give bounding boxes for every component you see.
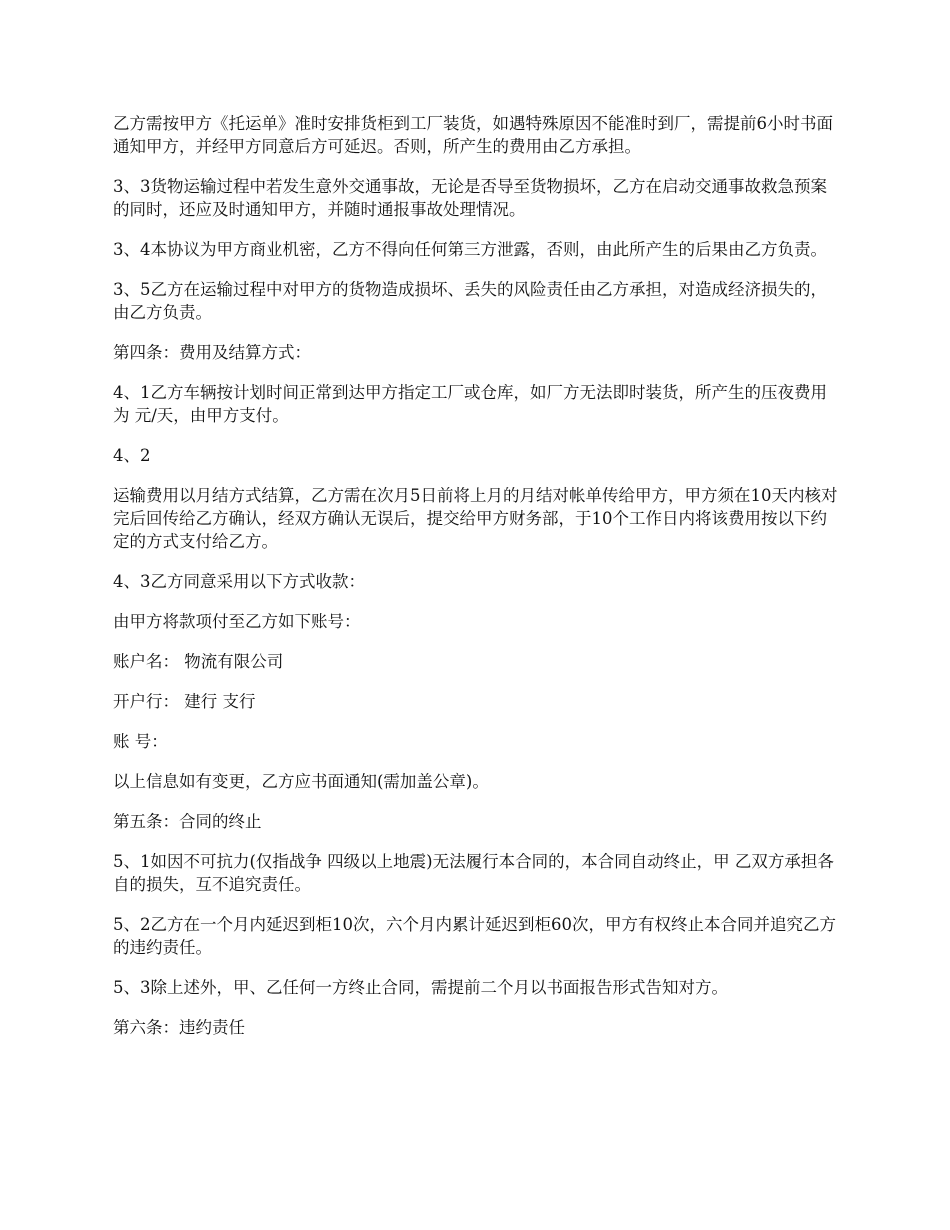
paragraph-3-3: 3、3货物运输过程中若发生意外交通事故，无论是否导至货物损坏，乙方在启动交通事故救急预案的同时，还应及时通知甲方，并随时通报事故处理情况。 xyxy=(113,177,827,219)
paragraph-4-1: 4、1乙方车辆按计划时间正常到达甲方指定工厂或仓库，如厂方无法即时装货，所产生的压夜费用为 元/天，由甲方支付。 xyxy=(113,383,827,425)
section-heading-4: 第四条：费用及结算方式： xyxy=(113,343,311,362)
account-name-line: 账户名： 物流有限公司 xyxy=(113,652,284,671)
paragraph-account-intro: 由甲方将款项付至乙方如下账号： xyxy=(113,612,361,631)
paragraph-settlement: 运输费用以月结方式结算，乙方需在次月5日前将上月的月结对帐单传给甲方，甲方须在10天内核对完后回传给乙方确认，经双方确认无误后，提交给甲方财务部，于10个工作日内将该费用按以下约定的方式支付给乙方。 xyxy=(113,486,838,551)
paragraph-4-3: 4、3乙方同意采用以下方式收款： xyxy=(113,572,365,591)
document-body xyxy=(113,112,843,1056)
paragraph-3-5: 3、5乙方在运输过程中对甲方的货物造成损坏、丢失的风险责任由乙方承担，对造成经济损失的，由乙方负责。 xyxy=(113,280,827,322)
section-heading-6: 第六条：违约责任 xyxy=(113,1018,245,1037)
paragraph-4-2: 4、2 xyxy=(113,446,151,465)
paragraph-5-1: 5、1如因不可抗力(仅指战争 四级以上地震)无法履行本合同的，本合同自动终止，甲 乙双方承担各自的损失，互不追究责任。 xyxy=(113,852,834,894)
section-heading-5: 第五条：合同的终止 xyxy=(113,812,262,831)
paragraph-info-change: 以上信息如有变更，乙方应书面通知(需加盖公章)。 xyxy=(113,772,489,791)
paragraph-3-4: 3、4本协议为甲方商业机密，乙方不得向任何第三方泄露，否则，由此所产生的后果由乙方负责。 xyxy=(113,240,827,259)
paragraph-5-2: 5、2乙方在一个月内延迟到柜10次，六个月内累计延迟到柜60次，甲方有权终止本合同并追究乙方的违约责任。 xyxy=(113,915,836,957)
paragraph-5-3: 5、3除上述外，甲、乙任何一方终止合同，需提前二个月以书面报告形式告知对方。 xyxy=(113,978,728,997)
paragraph-loading-notice: 乙方需按甲方《托运单》准时安排货柜到工厂装货，如遇特殊原因不能准时到厂，需提前6小时书面通知甲方，并经甲方同意后方可延迟。否则，所产生的费用由乙方承担。 xyxy=(113,114,833,156)
bank-line: 开户行： 建行 支行 xyxy=(113,692,256,711)
account-number-line: 账 号： xyxy=(113,732,168,751)
